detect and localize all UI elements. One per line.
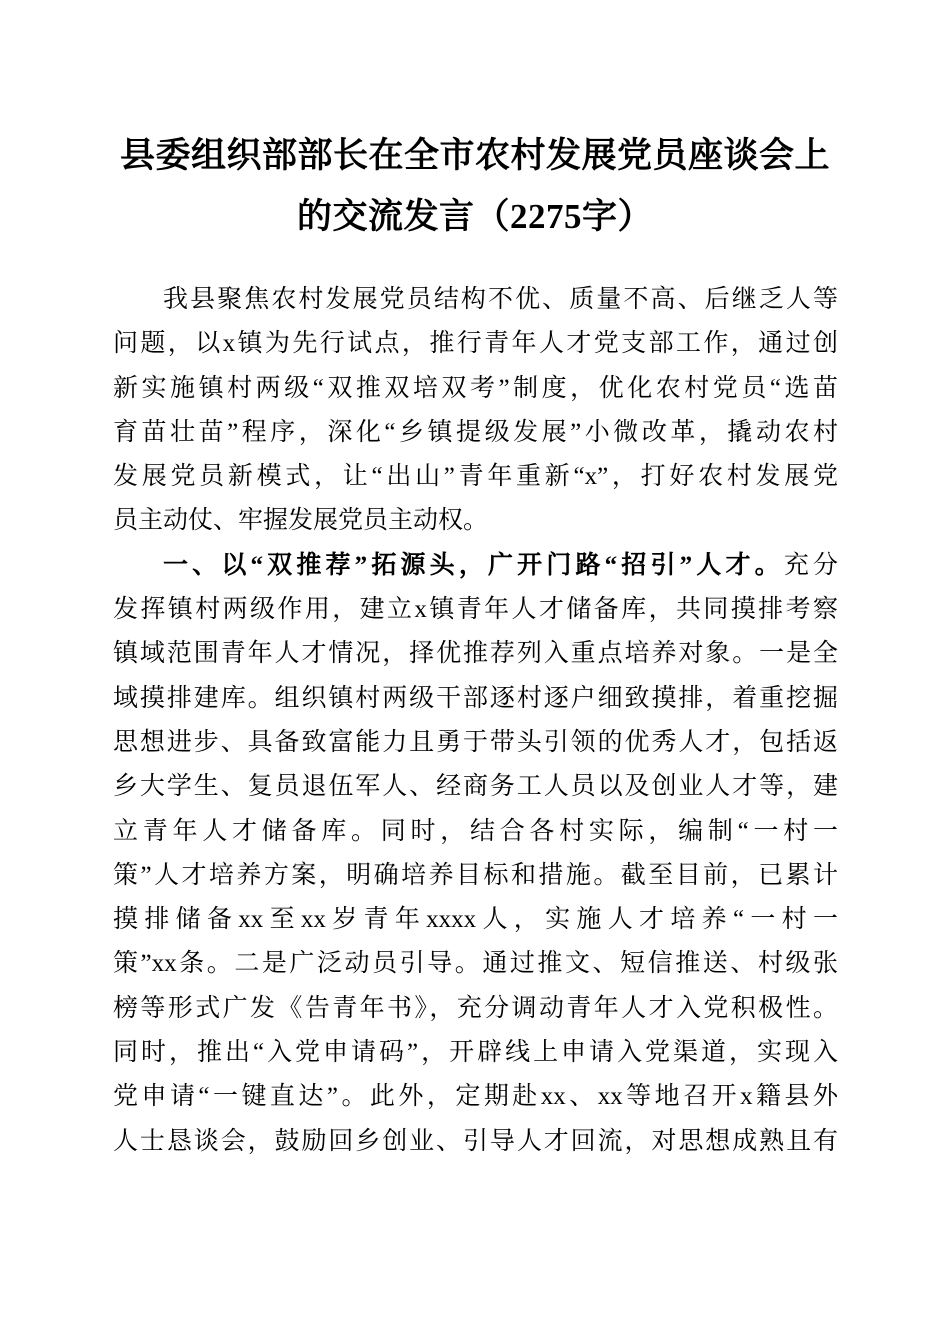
body-text: 问题，以x镇为先行试点，推行青年人才党支部工作，通过创 (113, 330, 838, 358)
document-title (0, 0, 950, 247)
body-text: 充分 (783, 551, 838, 579)
body-text: 立青年人才储备库。同时，结合各村实际，编制“一村一 (113, 817, 838, 845)
body-line (113, 499, 838, 543)
body-text: 我县聚焦农村发展党员结构不优、质量不高、后继乏人等 (163, 286, 838, 313)
body-line (113, 898, 838, 942)
body-line (113, 810, 838, 854)
body-line (113, 322, 838, 366)
body-text: 发挥镇村两级作用，建立x镇青年人才储备库，共同摸排考察 (113, 596, 838, 624)
body-line (113, 455, 838, 499)
body-text: 策”人才培养方案，明确培养目标和措施。截至目前，已累计 (113, 861, 838, 889)
body-text: 镇域范围青年人才情况，择优推荐列入重点培养对象。一是全 (113, 640, 838, 668)
body-line (113, 987, 838, 1031)
body-line (113, 942, 838, 986)
body-line (113, 544, 838, 588)
body-line (113, 1031, 838, 1075)
body-line (113, 1120, 838, 1164)
title-line: 县委组织部部长在全市农村发展党员座谈会上 (119, 136, 830, 175)
body-text: 发展党员新模式，让“出山”青年重新“x”，打好农村发展党 (113, 463, 838, 491)
body-text: 新实施镇村两级“双推双培双考”制度，优化农村党员“选苗 (113, 374, 838, 402)
title-line: 的交流发言（2275字） (296, 197, 653, 236)
body-text-bold: 一、以“双推荐”拓源头，广开门路“招引”人才。 (163, 551, 784, 579)
body-line (113, 677, 838, 721)
body-text: 榜等形式广发《告青年书》，充分调动青年人才入党积极性。 (113, 994, 838, 1022)
body-text: 乡大学生、复员退伍军人、经商务工人员以及创业人才等，建 (113, 773, 838, 801)
body-text: 党申请“一键直达”。此外，定期赴xx、xx等地召开x籍县外 (113, 1083, 838, 1111)
body-line (113, 854, 838, 898)
body-line (113, 765, 838, 809)
body-text: 同时，推出“入党申请码”，开辟线上申请入党渠道，实现入 (113, 1039, 838, 1067)
body-text: 策”xx条。二是广泛动员引导。通过推文、短信推送、村级张 (113, 950, 838, 978)
document-body (0, 278, 950, 1164)
body-text: 员主动仗、牢握发展党员主动权。 (113, 507, 489, 535)
body-line (113, 1075, 838, 1119)
body-line (113, 721, 838, 765)
body-text: 人士恳谈会，鼓励回乡创业、引导人才回流，对思想成熟且有 (113, 1127, 838, 1155)
body-line (113, 588, 838, 632)
body-line (113, 632, 838, 676)
body-text: 摸排储备xx至xx岁青年xxxx人，实施人才培养“一村一 (113, 906, 838, 934)
body-line (113, 278, 838, 322)
body-text: 育苗壮苗”程序，深化“乡镇提级发展”小微改革，撬动农村 (113, 418, 838, 446)
body-text: 域摸排建库。组织镇村两级干部逐村逐户细致摸排，着重挖掘 (113, 684, 838, 712)
body-line (113, 367, 838, 411)
body-text: 思想进步、具备致富能力且勇于带头引领的优秀人才，包括返 (113, 728, 838, 756)
body-line (113, 411, 838, 455)
